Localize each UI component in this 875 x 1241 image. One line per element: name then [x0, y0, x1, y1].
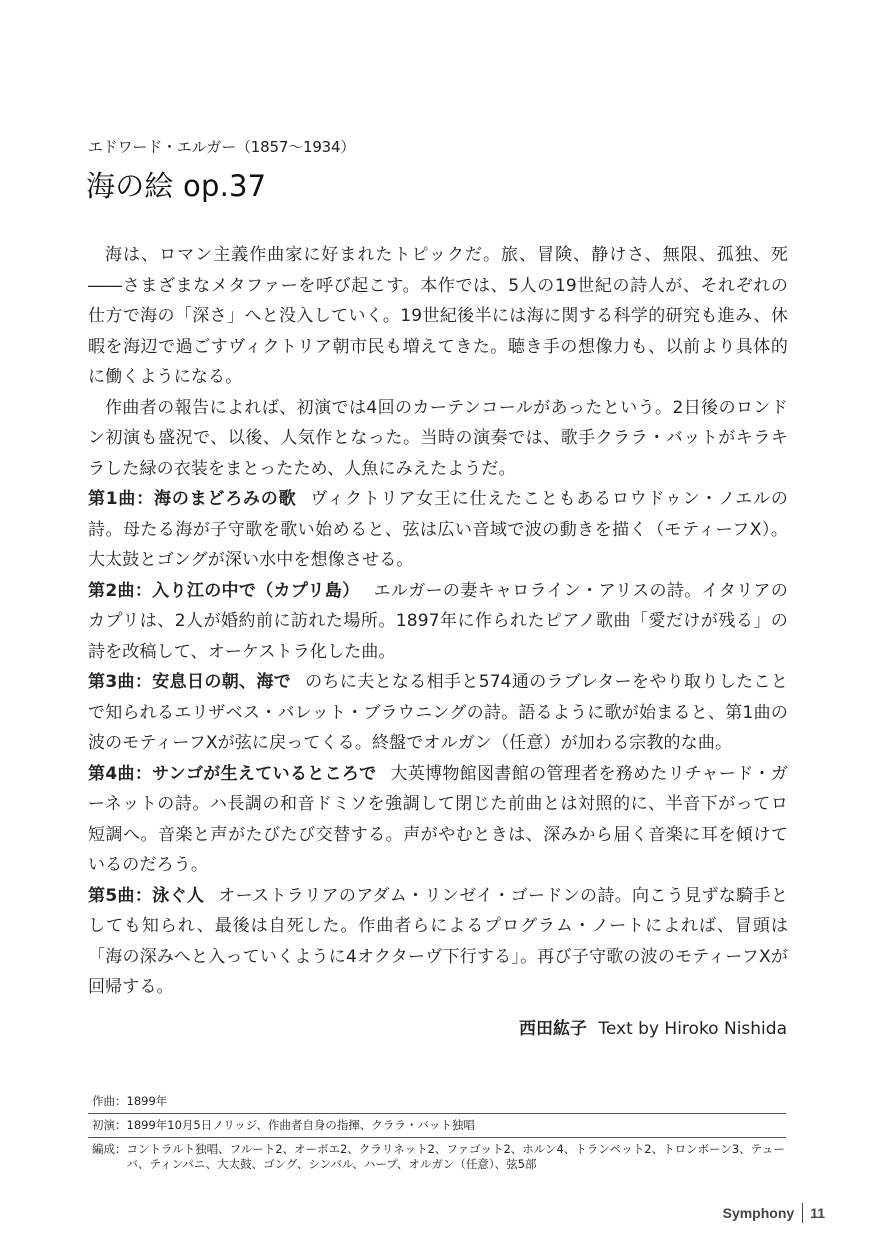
movement-text: エルガーの妻キャロライン・アリスの詩。イタリアのカプリは、2人が婚約前に訪れた場所。1897年に作られたピアノ歌曲「愛だけが残る」の詩を改稿して、オーケストラ化した曲。	[88, 580, 788, 662]
info-value: コントラルト独唱、フルート2、オーボエ2、クラリネット2、ファゴット2、ホルン4、トランペット2、トロンボーン3、テューバ、ティンパニ、大太鼓、ゴング、シンバル、ハープ、オルガン（任意）、弦5部	[126, 1142, 785, 1171]
intro-paragraph: 作曲者の報告によれば、初演では4回のカーテンコールがあったという。2日後のロンドン初演も盛況で、以後、人気作となった。当時の演奏では、歌手クララ・バットがキラキラした緑の衣装をまとったため、人魚にみえたようだ。	[88, 397, 788, 479]
info-value: 1899年10月5日ノリッジ、作曲者自身の指揮、クララ・バット独唱	[126, 1118, 475, 1132]
movement-text: のちに夫となる相手と574通のラブレターをやり取りしたことで知られるエリザベス・バレット・ブラウニングの詩。語るように歌が始まると、第1曲の波のモティーフXが弦に戻ってくる。終盤でオルガン（任意）が加わる宗教的な曲。	[88, 672, 788, 753]
movement-heading: 第4曲：サンゴが生えているところで	[88, 763, 377, 784]
work-info-box	[88, 1090, 786, 1176]
page-number: 11	[810, 1205, 825, 1221]
info-label: 作曲：	[92, 1094, 127, 1108]
movement-paragraph	[88, 667, 788, 759]
footer-divider	[802, 1203, 803, 1223]
movement-paragraph	[88, 759, 788, 881]
movement-paragraph	[88, 576, 788, 668]
piece-title: 海の絵 op.37	[86, 169, 267, 203]
movement-heading: 第2曲：入り江の中で（カプリ島）	[88, 580, 360, 601]
article-body	[88, 240, 788, 1003]
movement-paragraph	[88, 881, 788, 1003]
info-row-instrumentation	[88, 1137, 786, 1176]
movement-heading: 第1曲：海のまどろみの歌	[88, 489, 297, 509]
info-row-premiere	[88, 1113, 786, 1137]
movement-paragraph	[88, 484, 788, 576]
movement-text: 大英博物館図書館の管理者を務めたリチャード・ガーネットの詩。ハ長調の和音ドミソを強調して閉じた前曲とは対照的に、半音下がってロ短調へ。音楽と声がたびたび交替する。声がやむときは、深みから届く音楽に耳を傾けているのだろう。	[88, 763, 789, 875]
info-label: 編成：	[92, 1142, 127, 1156]
movement-text: ヴィクトリア女王に仕えたこともあるロウドゥン・ノエルの詩。母たる海が子守歌を歌い始めると、弦は広い音域で波の動きを描く（モティーフX）。大太鼓とゴングが深い水中を想像させる。	[88, 489, 788, 570]
author-credit	[519, 1014, 787, 1039]
page-footer	[723, 1203, 825, 1223]
magazine-name: Symphony	[722, 1205, 795, 1221]
movement-text: オーストラリアのアダム・リンゼイ・ゴードンの詩。向こう見ずな騎手としても知られ、最後は自死した。作曲者らによるプログラム・ノートによれば、冒頭は「海の深みへと入っていくように4オクターヴ下行する」。再び子守歌の波のモティーフXが回帰する。	[88, 885, 788, 997]
intro-paragraph: 海は、ロマン主義作曲家に好まれたトピックだ。旅、冒険、静けさ、無限、孤独、死――さまざまなメタファーを呼び起こす。本作では、5人の19世紀の詩人が、それぞれの仕方で海の「深さ」へと没入していく。19世紀後半には海に関する科学的研究も進み、休暇を海辺で過ごすヴィクトリア朝市民も増えてきた。聴き手の想像力も、以前より具体的に働くようになる。	[88, 245, 788, 387]
movement-heading: 第3曲：安息日の朝、海で	[88, 672, 292, 692]
composer-line: エドワード・エルガー（1857～1934）	[88, 138, 356, 156]
info-value: 1899年	[126, 1094, 168, 1108]
info-row-composed	[88, 1090, 786, 1113]
author-name-jp: 西田紘子	[518, 1019, 587, 1039]
movement-heading: 第5曲：泳ぐ人	[88, 885, 205, 906]
info-label: 初演：	[92, 1118, 127, 1132]
author-name-en: Text by Hiroko Nishida	[598, 1019, 787, 1039]
